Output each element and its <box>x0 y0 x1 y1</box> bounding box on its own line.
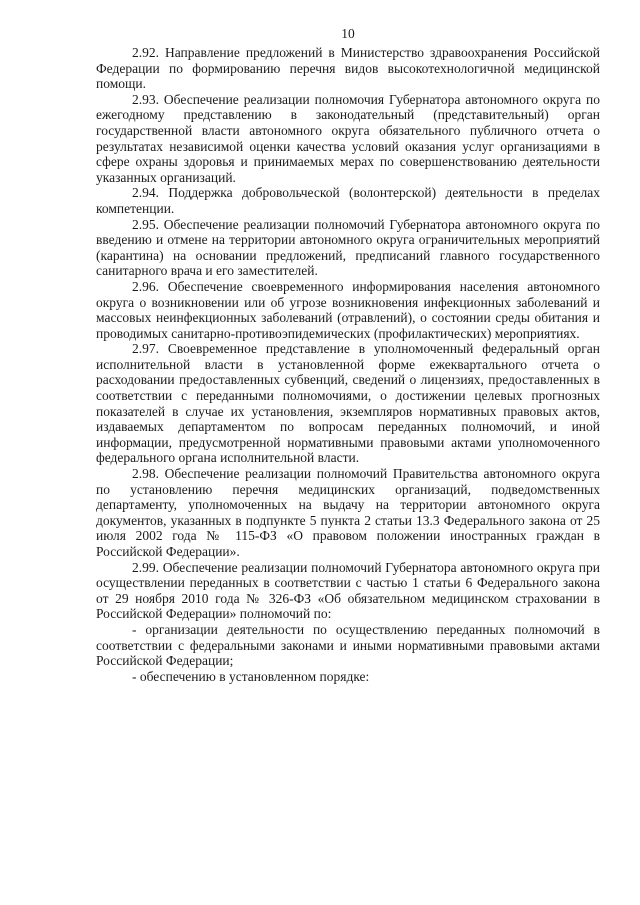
paragraph-2-95: 2.95. Обеспечение реализации полномочий Губернатора автономного округа по введению и отмене на территории автономного округа ограничительных мероприятий (карантина) на основании предложений, предписаний главного государственного санитарного врача и его заместителей. <box>96 216 600 279</box>
document-body <box>96 45 600 684</box>
paragraph-2-96: 2.96. Обеспечение своевременного информирования населения автономного округа о возникновении или об угрозе возникновения инфекционных заболеваний и массовых неинфекционных заболеваний (отравлений), о состоянии среды обитания и проводимых санитарно-противоэпидемических (профилактических) мероприятиях. <box>96 278 600 341</box>
paragraph-2-97: 2.97. Своевременное представление в уполномоченный федеральный орган исполнительной власти в установленной форме ежеквартального отчета о расходовании предоставленных субвенций, сведений о лицензиях, предоставленных в соответствии с переданными полномочиями, о достижении целевых прогнозных показателей в случае их установления, экземпляров нормативных правовых актов, издаваемых департаментом по вопросам переданных полномочий, и иной информации, предусмотренной нормативными правовыми актами уполномоченного федерального органа исполнительной власти. <box>96 341 600 466</box>
paragraph-2-94: 2.94. Поддержка добровольческой (волонтерской) деятельности в пределах компетенции. <box>96 185 600 216</box>
paragraph-2-98: 2.98. Обеспечение реализации полномочий Правительства автономного округа по установлению перечня медицинских организаций, подведомственных департаменту, уполномоченных на выдачу на территории автономного округа документов, указанных в подпункте 5 пункта 2 статьи 13.3 Федерального закона от 25 июля 2002 года № 115-ФЗ «О правовом положении иностранных граждан в Российской Федерации». <box>96 466 600 559</box>
paragraph-2-99: 2.99. Обеспечение реализации полномочий Губернатора автономного округа при осуществлении переданных в соответствии с частью 1 статьи 6 Федерального закона от 29 ноября 2010 года № 326-ФЗ «Об обязательном медицинском страховании в Российской Федерации» полномочий по: <box>96 559 600 622</box>
paragraph-2-92: 2.92. Направление предложений в Министерство здравоохранения Российской Федерации по формированию перечня видов высокотехнологичной медицинской помощи. <box>96 45 600 92</box>
page-number: 10 <box>341 26 355 41</box>
list-item-provision: - обеспечению в установленном порядке: <box>132 668 370 684</box>
list-item-organization: - организации деятельности по осуществлению переданных полномочий в соответствии с федеральными законами и иными нормативными правовыми актами Российской Федерации; <box>96 621 600 669</box>
paragraph-2-93: 2.93. Обеспечение реализации полномочия Губернатора автономного округа по ежегодному представлению в законодательный (представительный) орган государственной власти автономного округа обязательного публичного отчета о результатах независимой оценки качества условий оказания услуг организациями в сфере охраны здоровья и принимаемых мерах по совершенствованию деятельности указанных организаций. <box>96 91 600 185</box>
